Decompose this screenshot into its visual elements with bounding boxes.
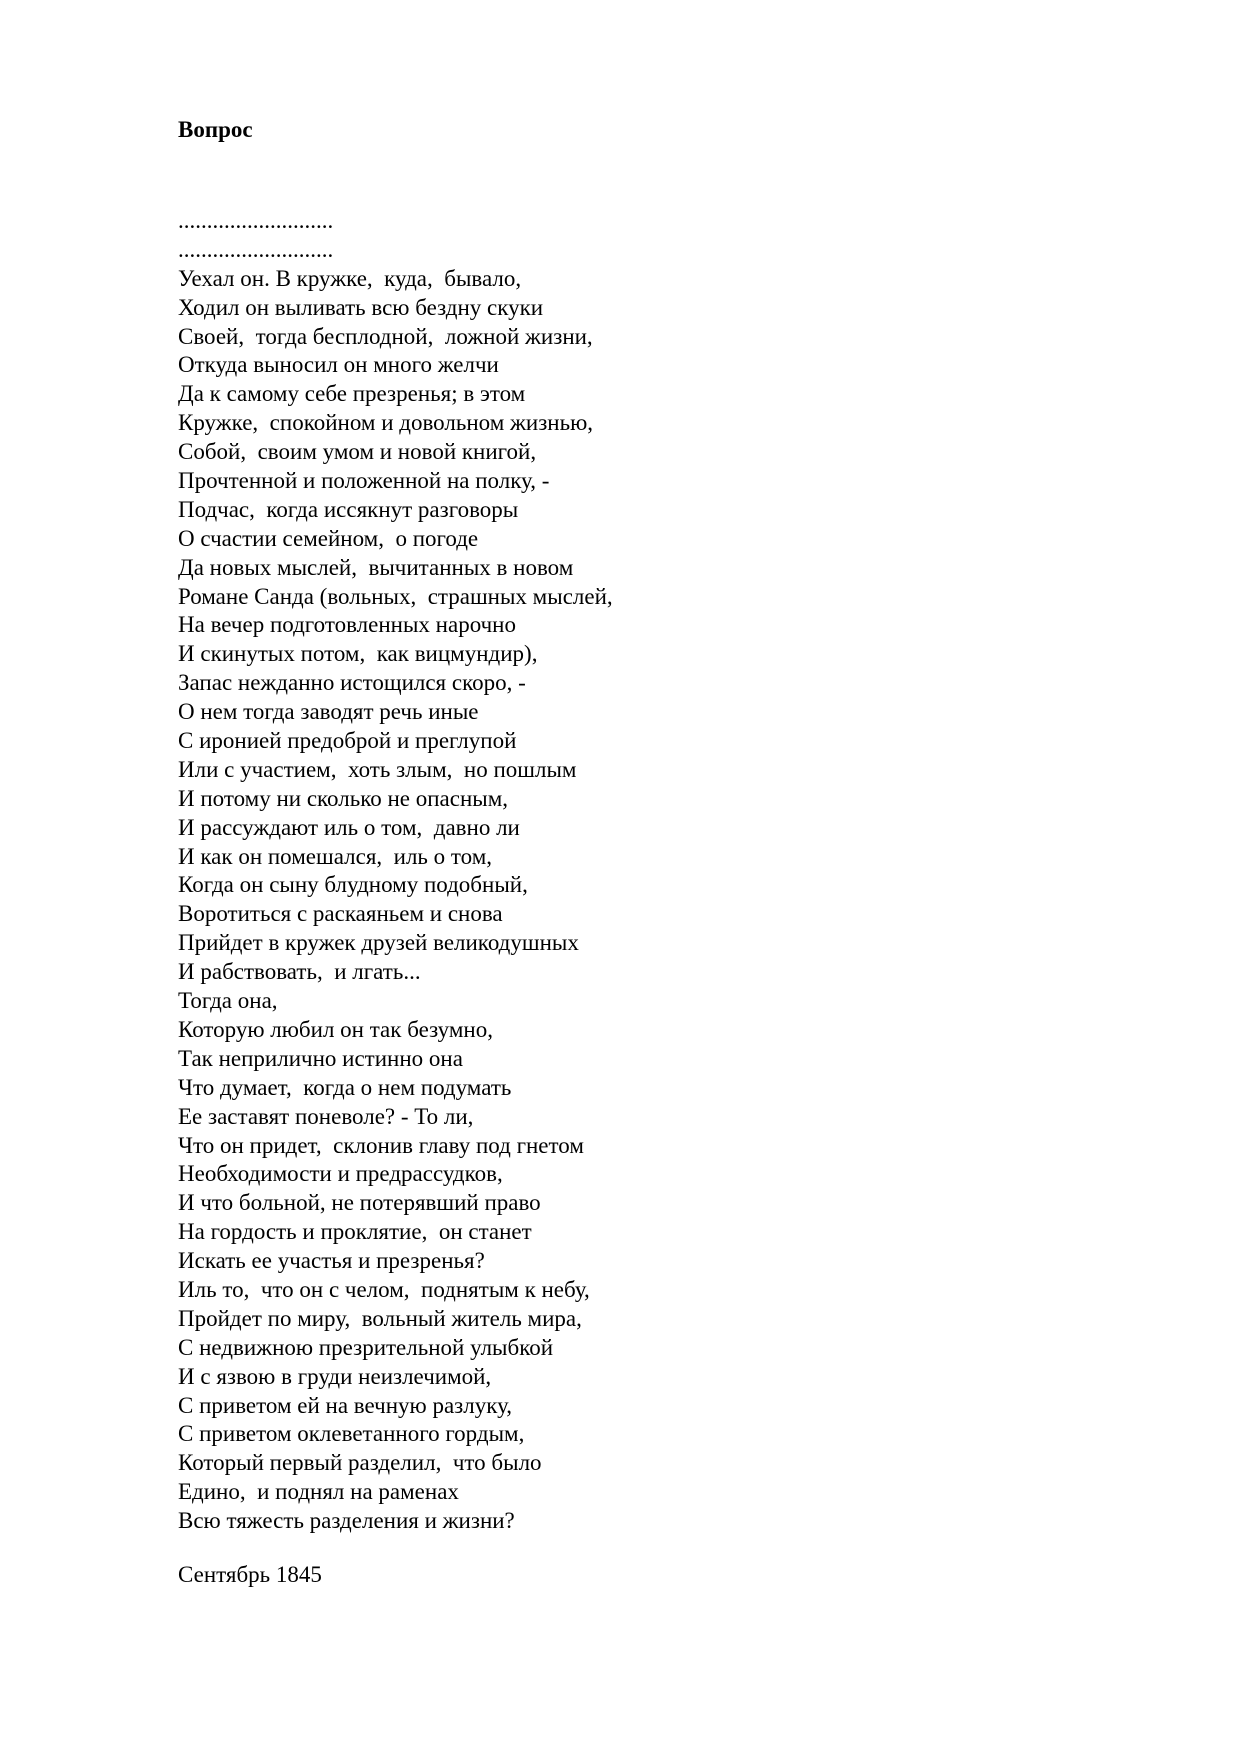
poem-line: Да к самому себе презренья; в этом: [178, 381, 526, 407]
poem-line: Так неприлично истинно она: [178, 1045, 463, 1071]
poem-line: С приветом ей на вечную разлуку,: [178, 1392, 513, 1418]
poem-line: Что он придет, склонив главу под гнетом: [178, 1132, 584, 1158]
poem-line: И рассуждают иль о том, давно ли: [178, 814, 520, 840]
poem-line: Иль то, что он с челом, поднятым к небу,: [178, 1276, 590, 1302]
poem-line: И потому ни сколько не опасным,: [178, 785, 509, 811]
poem-line: И рабствовать, и лгать...: [178, 959, 421, 985]
poem-line: И как он помешался, иль о том,: [178, 843, 493, 869]
poem-line: Которую любил он так безумно,: [178, 1016, 493, 1042]
poem-line: И с язвою в груди неизлечимой,: [178, 1363, 492, 1389]
poem-line: Запас нежданно истощился скоро, -: [178, 670, 526, 696]
poem-line: Пройдет по миру, вольный житель мира,: [178, 1305, 582, 1331]
poem-line: Подчас, когда иссякнут разговоры: [178, 496, 519, 522]
poem-line: С иронией предоброй и преглупой: [178, 728, 517, 754]
poem-line: Ходил он выливать всю бездну скуки: [178, 294, 544, 320]
poem-line: И скинутых потом, как вицмундир),: [178, 641, 538, 667]
poem-line: На вечер подготовленных нарочно: [178, 612, 516, 638]
poem-line: Искать ее участья и презренья?: [178, 1248, 485, 1274]
poem-line: И что больной, не потерявший право: [178, 1190, 541, 1216]
poem-line: Тогда она,: [178, 988, 278, 1014]
poem-title: Вопрос: [178, 117, 253, 142]
poem-line: Собой, своим умом и новой книгой,: [178, 439, 537, 465]
poem-line: С приветом оклеветанного гордым,: [178, 1421, 525, 1447]
poem-line: Прийдет в кружек друзей великодушных: [178, 930, 579, 956]
poem-line: Воротиться с раскаяньем и снова: [178, 901, 503, 927]
poem-line: Когда он сыну блудному подобный,: [178, 872, 528, 898]
poem-line: О счастии семейном, о погоде: [178, 525, 479, 551]
poem-line: Который первый разделил, что было: [178, 1450, 542, 1476]
poem-line: С недвижною презрительной улыбкой: [178, 1334, 554, 1360]
poem-line: Откуда выносил он много желчи: [178, 352, 499, 378]
poem-date: Сентябрь 1845: [178, 1562, 322, 1587]
poem-line: ...........................: [178, 208, 334, 233]
poem-line: Необходимости и предрассудков,: [178, 1161, 503, 1187]
poem-body: [178, 207, 613, 1536]
poem-line: Всю тяжесть разделения и жизни?: [178, 1508, 515, 1534]
poem-line: О нем тогда заводят речь иные: [178, 699, 479, 725]
poem-line: Едино, и поднял на раменах: [178, 1479, 459, 1505]
poem-line: Или с участием, хоть злым, но пошлым: [178, 756, 577, 782]
poem-line: Прочтенной и положенной на полку, -: [178, 468, 550, 494]
poem-line: Уехал он. В кружке, куда, бывало,: [178, 265, 522, 291]
poem-line: ...........................: [178, 236, 334, 262]
poem-line: Да новых мыслей, вычитанных в новом: [178, 554, 574, 580]
poem-line: Кружке, спокойном и довольном жизнью,: [178, 410, 594, 436]
poem-line: Ее заставят поневоле? - То ли,: [178, 1103, 474, 1129]
poem-line: На гордость и проклятие, он станет: [178, 1219, 532, 1245]
poem-line: Романе Санда (вольных, страшных мыслей,: [178, 583, 613, 609]
poem-line: Что думает, когда о нем подумать: [178, 1074, 512, 1100]
poem-line: Своей, тогда бесплодной, ложной жизни,: [178, 323, 593, 349]
